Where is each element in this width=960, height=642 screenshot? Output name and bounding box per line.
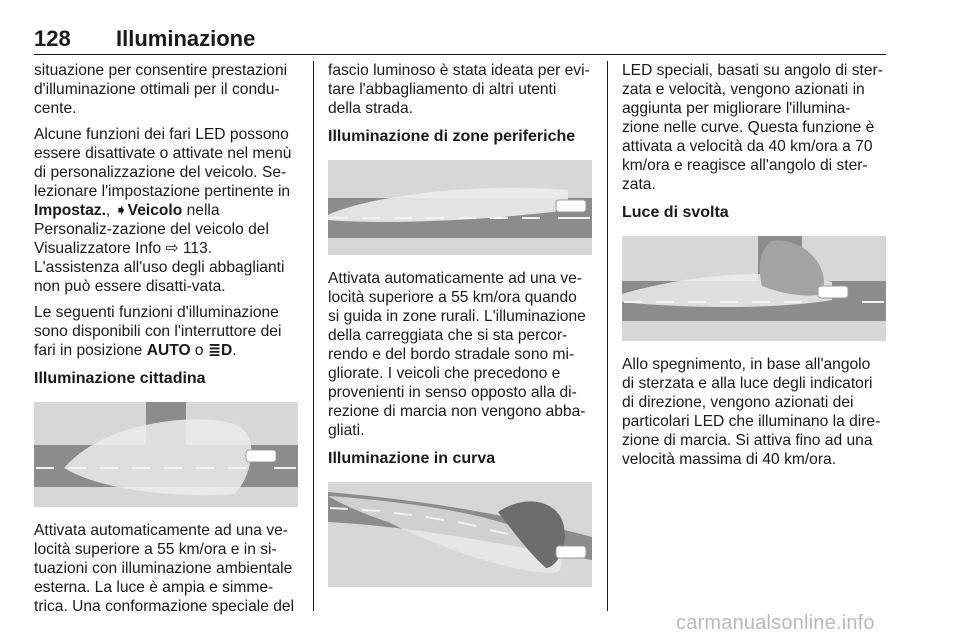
menu-term: Veicolo (127, 202, 183, 219)
text: . (232, 342, 237, 359)
town-lighting-illustration (34, 402, 298, 507)
text: Alcune funzioni dei fari LED possono essere disattivate o attivate nel menù di personalizzazione del veicolo. Se-lezionare l'impostazione pertinente in (34, 126, 292, 200)
low-beam-icon: ≣D (207, 342, 233, 359)
text: Le seguenti funzioni d'illuminazione sono disponibili con l'interruttore dei fari in posizione (34, 304, 282, 359)
page-title: Illuminazione (116, 26, 256, 51)
paragraph: Attivata automaticamente ad una ve-locità superiore a 55 km/ora quando si guida in zone rurali. L'illuminazione della carreggiata che si sta percor-rendo e del bordo stradale sono mi-gliorate. I veicoli che precedono e provenienti in senso opposto alla di-rezione di marcia non vengono abba-gliati. (328, 270, 586, 439)
paragraph: LED speciali, basati su angolo di ster-zata e velocità, vengono azionati in aggiunta per migliorare l'illumina-zione nelle curve. Questa funzione è attivata a velocità da 40 km/ora a 70 km/ora e reagisce all'angolo di ster-zata. (622, 62, 883, 193)
watermark: carmanualsonline.info (676, 612, 875, 634)
text: nella Personaliz-zazione del veicolo del Visualizzatore Info (34, 202, 269, 257)
section-heading: Illuminazione cittadina (34, 370, 206, 387)
country-lighting-illustration (328, 160, 592, 255)
paragraph (34, 303, 298, 360)
column-divider (313, 61, 314, 611)
paragraph (34, 125, 298, 296)
column-divider (607, 61, 608, 611)
menu-term: Impostaz. (34, 202, 106, 219)
paragraph: fascio luminoso è stata ideata per evi-tare l'abbagliamento di altri utenti della strada. (328, 62, 590, 117)
column-3 (622, 61, 886, 476)
section-heading: Luce di svolta (622, 204, 729, 221)
switch-position: AUTO (146, 342, 191, 359)
text: 113. L'assistenza all'uso degli abbaglianti non può essere disatti-vata. (34, 240, 285, 295)
text: o (190, 342, 208, 359)
page-ref-arrow-icon: ⇨ (165, 240, 179, 257)
page-header (34, 26, 886, 55)
section-heading: Illuminazione in curva (328, 450, 496, 467)
section-heading: Illuminazione di zone periferiche (328, 128, 576, 145)
page-number: 128 (34, 26, 71, 51)
text: , (105, 202, 115, 219)
curve-lighting-illustration (328, 482, 592, 587)
column-1 (34, 61, 298, 623)
paragraph: Allo spegnimento, in base all'angolo di sterzata e alla luce degli indicatori di direzione, vengono azionati dei particolari LED che illuminano la dire-zione di marcia. Si attiva fino ad una velocità massima di 40 km/ora. (622, 356, 881, 468)
column-2 (328, 61, 592, 601)
paragraph: Attivata automaticamente ad una ve-locità superiore a 55 km/ora e in si-tuazioni con illuminazione ambientale esterna. La luce è ampia e simme-trica. Una conformazione speciale del (34, 522, 295, 615)
cornering-light-illustration (622, 236, 886, 341)
paragraph: situazione per consentire prestazioni d'illuminazione ottimali per il condu-cente. (34, 62, 288, 117)
menu-arrow-icon: ➧ (114, 202, 128, 219)
